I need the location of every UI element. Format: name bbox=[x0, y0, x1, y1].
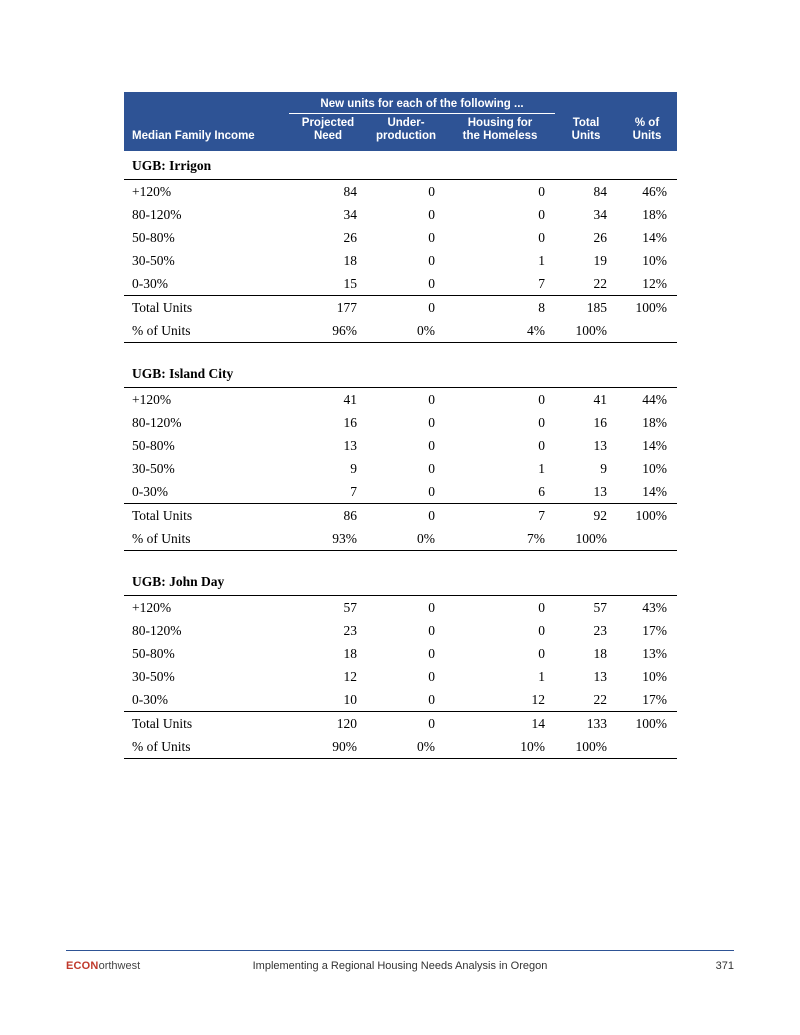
table-cell: 10% bbox=[642, 460, 668, 476]
income-bracket-label: 0-30% bbox=[132, 483, 168, 499]
percent-cell: 4% bbox=[445, 319, 555, 343]
column-header-projected-need-line1: Projected bbox=[301, 117, 355, 129]
table-row bbox=[124, 434, 677, 457]
table-cell: 22 bbox=[593, 691, 608, 707]
table-cell: 0 bbox=[428, 391, 435, 407]
group-header-spacer-right-2 bbox=[617, 92, 677, 114]
table-cell: 43% bbox=[642, 599, 668, 615]
table-cell: 14% bbox=[642, 229, 668, 245]
table-row bbox=[124, 388, 677, 412]
total-cell: 86 bbox=[289, 504, 367, 528]
spacer-cell bbox=[124, 551, 677, 568]
table-cell: 1 bbox=[538, 252, 546, 268]
income-bracket-label: +120% bbox=[132, 183, 172, 199]
percent-cell bbox=[617, 735, 677, 759]
table-cell: 13 bbox=[593, 483, 608, 499]
column-header-projected-need bbox=[289, 114, 367, 152]
table-section-title: UGB: Irrigon bbox=[124, 151, 677, 180]
income-bracket-label: 0-30% bbox=[132, 691, 168, 707]
group-header-new-units: New units for each of the following ... bbox=[289, 92, 555, 114]
table-cell: 23 bbox=[343, 622, 357, 638]
total-cell: 100% bbox=[617, 712, 677, 736]
table-row bbox=[124, 272, 677, 296]
percent-cell: 90% bbox=[289, 735, 367, 759]
percent-of-units-label: % of Units bbox=[124, 735, 289, 759]
table-cell: 18% bbox=[642, 414, 668, 430]
table-cell: 12% bbox=[642, 275, 668, 291]
table-cell: 0 bbox=[538, 414, 546, 430]
table-cell: 0 bbox=[428, 691, 435, 707]
percent-of-units-label: % of Units bbox=[124, 319, 289, 343]
table-section-title-row bbox=[124, 567, 677, 596]
table-row bbox=[124, 249, 677, 272]
group-header-spacer-right-1 bbox=[555, 92, 617, 114]
table-row bbox=[124, 596, 677, 620]
table-section-title-row bbox=[124, 359, 677, 388]
table-header bbox=[124, 92, 677, 151]
table-row bbox=[124, 665, 677, 688]
percent-cell: 0% bbox=[367, 735, 445, 759]
brand-prefix: ECON bbox=[66, 960, 99, 972]
table-cell: 1 bbox=[538, 668, 546, 684]
table-section-spacer bbox=[124, 551, 677, 568]
page-footer bbox=[66, 960, 734, 980]
table-cell: 0 bbox=[538, 206, 546, 222]
income-bracket-label: +120% bbox=[132, 599, 172, 615]
percent-cell: 7% bbox=[445, 527, 555, 551]
percent-cell: 100% bbox=[555, 735, 617, 759]
column-header-housing-for-the-homeless bbox=[445, 114, 555, 152]
column-header-underproduction bbox=[367, 114, 445, 152]
percent-cell: 93% bbox=[289, 527, 367, 551]
housing-needs-table-wrapper bbox=[124, 92, 677, 759]
table-cell: 12 bbox=[531, 691, 546, 707]
percent-of-units-label: % of Units bbox=[124, 527, 289, 551]
housing-needs-table bbox=[124, 92, 677, 759]
income-bracket-label: 80-120% bbox=[132, 206, 182, 222]
footer-title: Implementing a Regional Housing Needs Analysis in Oregon bbox=[252, 960, 548, 972]
table-cell: 23 bbox=[593, 622, 608, 638]
table-cell: 13% bbox=[642, 645, 668, 661]
table-row bbox=[124, 642, 677, 665]
table-cell: 57 bbox=[593, 599, 608, 615]
percent-cell: 100% bbox=[555, 527, 617, 551]
income-bracket-label: 30-50% bbox=[132, 668, 175, 684]
total-cell: 120 bbox=[289, 712, 367, 736]
table-percent-row bbox=[124, 319, 677, 343]
income-bracket-label: +120% bbox=[132, 391, 172, 407]
total-cell: 14 bbox=[445, 712, 555, 736]
table-cell: 10 bbox=[343, 691, 357, 707]
table-cell: 0 bbox=[428, 275, 435, 291]
page-number: 371 bbox=[715, 960, 734, 972]
income-bracket-label: 80-120% bbox=[132, 414, 182, 430]
table-cell: 0 bbox=[428, 229, 435, 245]
column-header-total-units-line1: Total bbox=[572, 117, 600, 129]
total-units-label: Total Units bbox=[124, 296, 289, 320]
table-cell: 0 bbox=[428, 668, 435, 684]
total-cell: 0 bbox=[367, 296, 445, 320]
table-cell: 16 bbox=[593, 414, 608, 430]
column-header-total-units bbox=[555, 114, 617, 152]
table-row bbox=[124, 688, 677, 712]
percent-cell: 0% bbox=[367, 527, 445, 551]
table-cell: 12 bbox=[343, 668, 357, 684]
footer-divider bbox=[66, 950, 734, 951]
table-cell: 14% bbox=[642, 437, 668, 453]
table-section-title: UGB: Island City bbox=[124, 359, 677, 388]
column-header-homeless-line1: Housing for bbox=[467, 117, 533, 129]
table-cell: 0 bbox=[428, 437, 435, 453]
table-cell: 0 bbox=[428, 483, 435, 499]
table-row bbox=[124, 180, 677, 204]
table-total-row bbox=[124, 712, 677, 736]
table-cell: 13 bbox=[343, 437, 357, 453]
total-cell: 133 bbox=[555, 712, 617, 736]
column-header-percent-of-units bbox=[617, 114, 677, 152]
table-cell: 22 bbox=[593, 275, 608, 291]
table-cell: 19 bbox=[593, 252, 608, 268]
table-cell: 46% bbox=[642, 183, 668, 199]
table-cell: 13 bbox=[593, 668, 608, 684]
table-cell: 26 bbox=[593, 229, 608, 245]
table-cell: 6 bbox=[538, 483, 546, 499]
table-cell: 57 bbox=[343, 599, 357, 615]
table-cell: 7 bbox=[350, 483, 357, 499]
total-cell: 0 bbox=[367, 504, 445, 528]
table-row bbox=[124, 457, 677, 480]
percent-cell: 0% bbox=[367, 319, 445, 343]
table-cell: 1 bbox=[538, 460, 546, 476]
table-total-row bbox=[124, 504, 677, 528]
total-cell: 185 bbox=[555, 296, 617, 320]
table-group-header-row bbox=[124, 92, 677, 114]
percent-cell bbox=[617, 319, 677, 343]
group-header-spacer bbox=[124, 92, 289, 114]
table-cell: 13 bbox=[593, 437, 608, 453]
brand-suffix: orthwest bbox=[98, 960, 141, 972]
table-percent-row bbox=[124, 527, 677, 551]
total-cell: 100% bbox=[617, 504, 677, 528]
table-cell: 84 bbox=[593, 183, 608, 199]
table-cell: 18 bbox=[593, 645, 608, 661]
column-header-underproduction-line2: production bbox=[375, 130, 437, 143]
total-cell: 177 bbox=[289, 296, 367, 320]
table-cell: 10% bbox=[642, 668, 668, 684]
income-bracket-label: 30-50% bbox=[132, 460, 175, 476]
table-cell: 44% bbox=[642, 391, 668, 407]
table-cell: 18 bbox=[343, 645, 357, 661]
income-bracket-label: 0-30% bbox=[132, 275, 168, 291]
table-cell: 18 bbox=[343, 252, 357, 268]
table-cell: 9 bbox=[600, 460, 608, 476]
table-cell: 17% bbox=[642, 622, 668, 638]
column-header-total-units-line2: Units bbox=[571, 130, 601, 143]
income-bracket-label: 50-80% bbox=[132, 645, 175, 661]
column-header-median-family-income: Median Family Income bbox=[124, 114, 289, 152]
table-cell: 0 bbox=[428, 599, 435, 615]
total-cell: 8 bbox=[445, 296, 555, 320]
table-cell: 10% bbox=[642, 252, 668, 268]
income-bracket-label: 30-50% bbox=[132, 252, 175, 268]
column-header-homeless-line2: the Homeless bbox=[462, 130, 538, 143]
percent-cell: 10% bbox=[445, 735, 555, 759]
table-cell: 0 bbox=[428, 206, 435, 222]
table-cell: 0 bbox=[538, 183, 546, 199]
table-cell: 41 bbox=[343, 391, 357, 407]
total-units-label: Total Units bbox=[124, 712, 289, 736]
table-cell: 0 bbox=[538, 229, 546, 245]
table-row bbox=[124, 619, 677, 642]
total-cell: 0 bbox=[367, 712, 445, 736]
table-cell: 9 bbox=[350, 460, 357, 476]
table-section-title: UGB: John Day bbox=[124, 567, 677, 596]
table-cell: 84 bbox=[343, 183, 357, 199]
table-row bbox=[124, 203, 677, 226]
table-cell: 0 bbox=[428, 252, 435, 268]
table-cell: 16 bbox=[343, 414, 357, 430]
table-cell: 0 bbox=[538, 437, 546, 453]
table-cell: 14% bbox=[642, 483, 668, 499]
table-section-spacer bbox=[124, 343, 677, 360]
table-cell: 26 bbox=[343, 229, 357, 245]
table-cell: 34 bbox=[593, 206, 608, 222]
table-cell: 17% bbox=[642, 691, 668, 707]
table-cell: 18% bbox=[642, 206, 668, 222]
percent-cell: 96% bbox=[289, 319, 367, 343]
total-cell: 92 bbox=[555, 504, 617, 528]
table-cell: 0 bbox=[428, 622, 435, 638]
table-row bbox=[124, 411, 677, 434]
column-header-percent-line2: Units bbox=[632, 130, 662, 143]
table-cell: 0 bbox=[428, 414, 435, 430]
total-cell: 100% bbox=[617, 296, 677, 320]
table-cell: 7 bbox=[538, 275, 546, 291]
spacer-cell bbox=[124, 343, 677, 360]
total-units-label: Total Units bbox=[124, 504, 289, 528]
table-column-header-row bbox=[124, 114, 677, 152]
income-bracket-label: 50-80% bbox=[132, 229, 175, 245]
table-body bbox=[124, 151, 677, 759]
table-cell: 0 bbox=[428, 183, 435, 199]
income-bracket-label: 80-120% bbox=[132, 622, 182, 638]
table-percent-row bbox=[124, 735, 677, 759]
table-cell: 0 bbox=[538, 645, 546, 661]
table-section-title-row bbox=[124, 151, 677, 180]
table-cell: 0 bbox=[538, 391, 546, 407]
table-cell: 41 bbox=[593, 391, 608, 407]
column-header-percent-line1: % of bbox=[634, 117, 660, 129]
table-cell: 0 bbox=[538, 622, 546, 638]
table-cell: 34 bbox=[343, 206, 357, 222]
column-header-projected-need-line2: Need bbox=[313, 130, 343, 143]
table-row bbox=[124, 226, 677, 249]
table-cell: 15 bbox=[343, 275, 357, 291]
table-total-row bbox=[124, 296, 677, 320]
percent-cell bbox=[617, 527, 677, 551]
table-cell: 0 bbox=[538, 599, 546, 615]
percent-cell: 100% bbox=[555, 319, 617, 343]
table-row bbox=[124, 480, 677, 504]
table-cell: 0 bbox=[428, 645, 435, 661]
table-cell: 0 bbox=[428, 460, 435, 476]
income-bracket-label: 50-80% bbox=[132, 437, 175, 453]
total-cell: 7 bbox=[445, 504, 555, 528]
column-header-underproduction-line1: Under- bbox=[387, 117, 425, 129]
